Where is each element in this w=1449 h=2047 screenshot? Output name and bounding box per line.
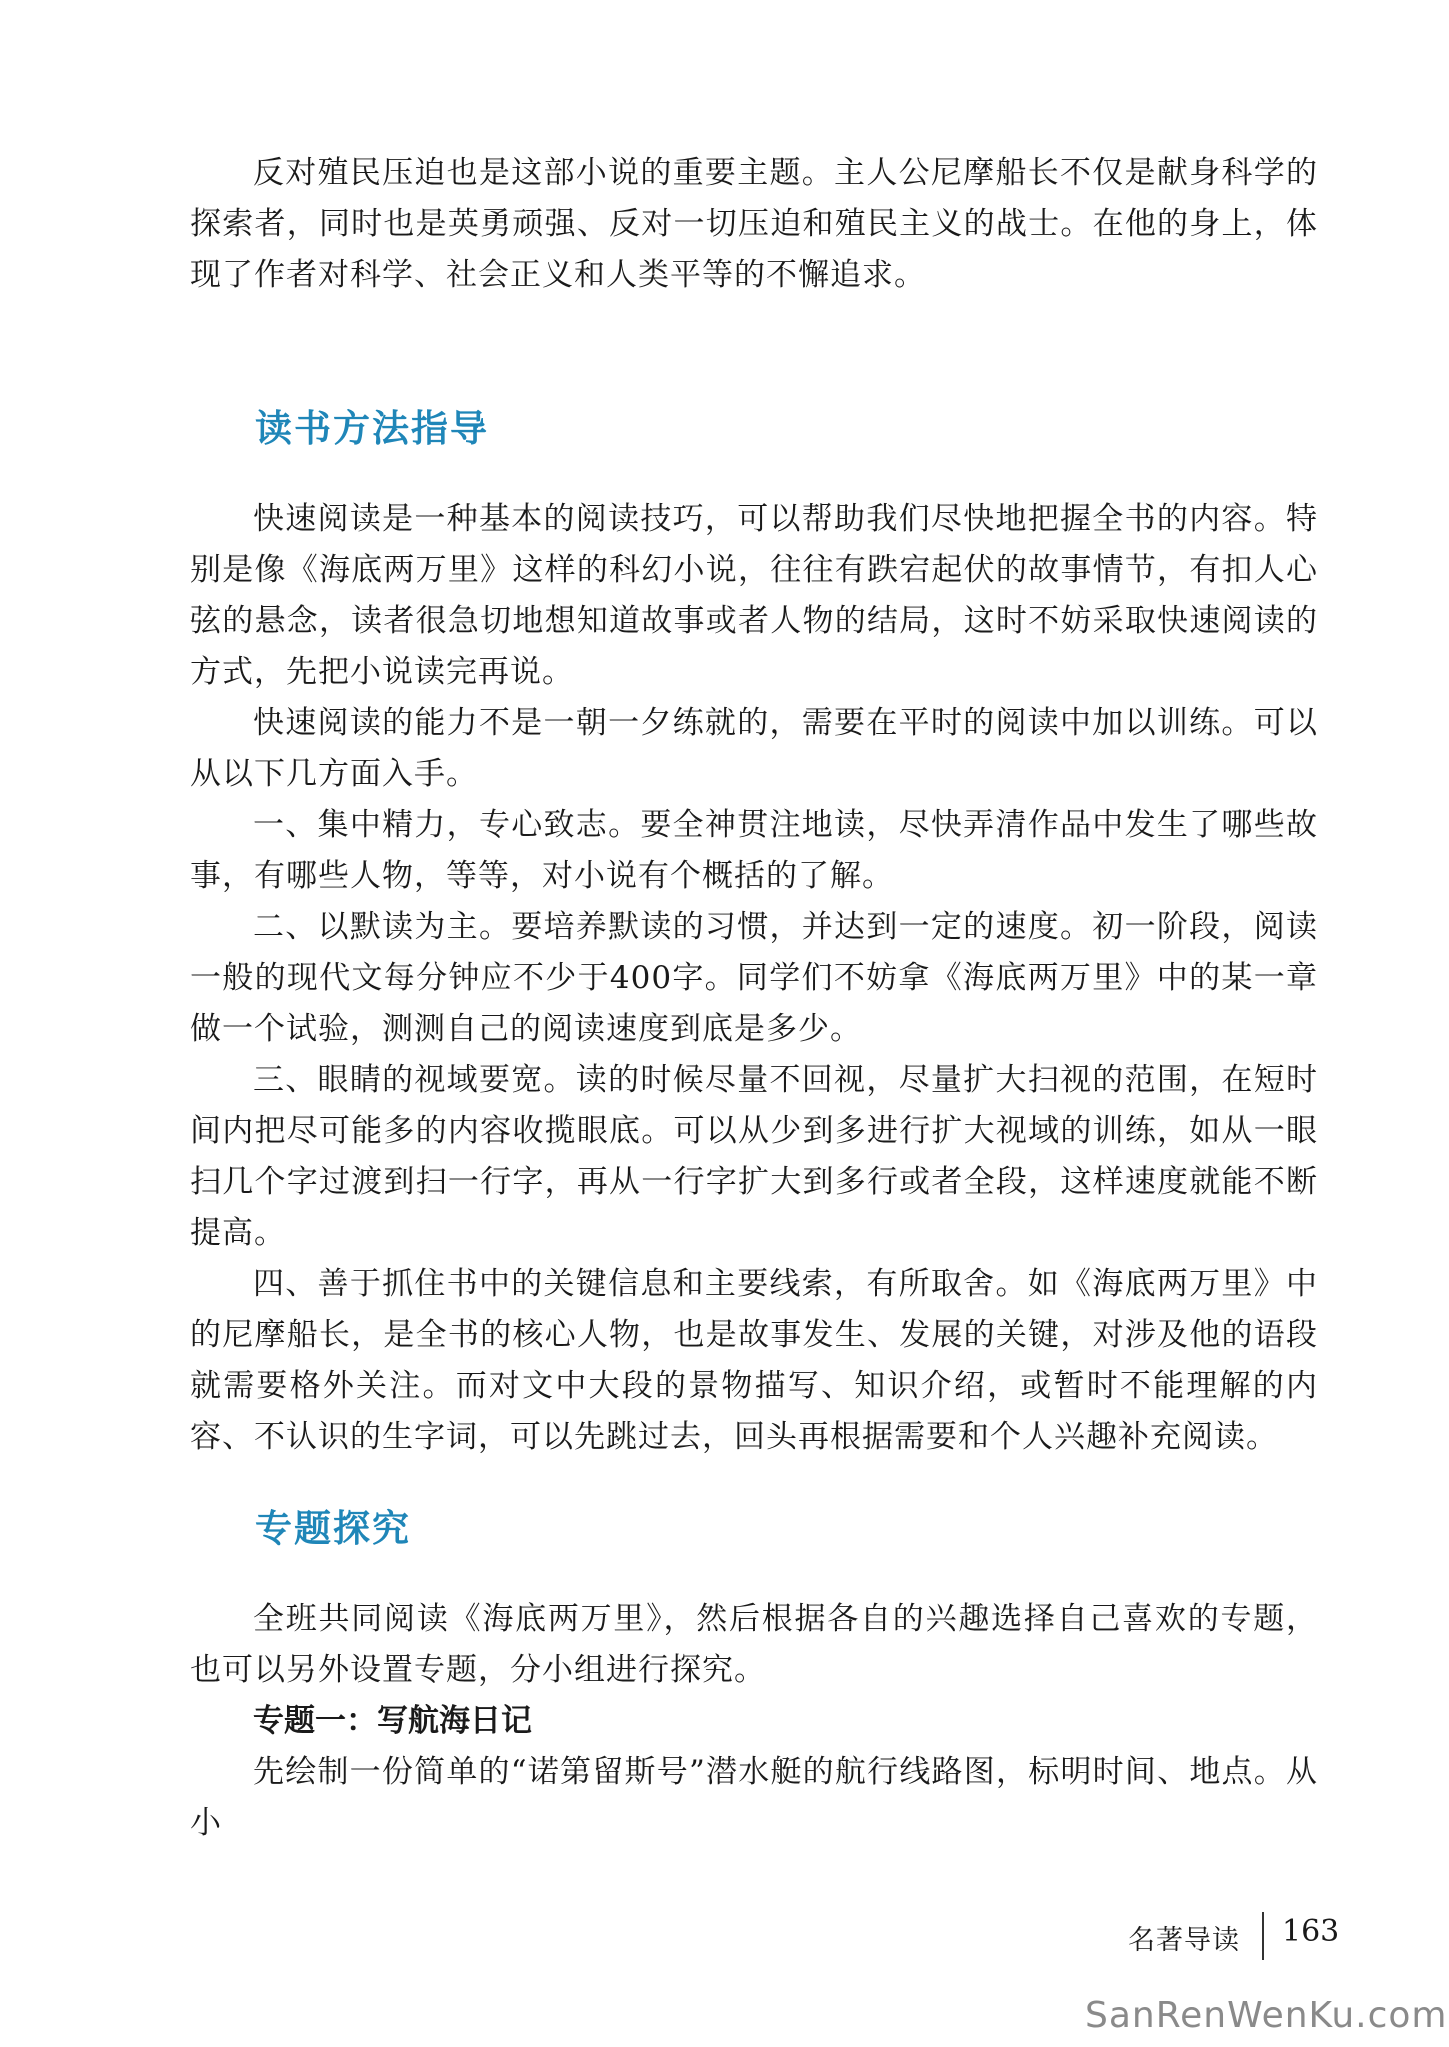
reading-guide-paragraph: 一、集中精力，专心致志。要全神贯注地读，尽快弄清作品中发生了哪些故事，有哪些人物，等等，对小说有个概括的了解。 bbox=[190, 807, 1318, 894]
reading-guide-paragraph: 三、眼睛的视域要宽。读的时候尽量不回视，尽量扩大扫视的范围，在短时间内把尽可能多的内容收揽眼底。可以从少到多进行扩大视域的训练，如从一眼扫几个字过渡到扫一行字，再从一行字扩大到多行或者全段，这样速度就能不断提高。 bbox=[190, 1062, 1318, 1251]
intro-paragraph: 反对殖民压迫也是这部小说的重要主题。主人公尼摩船长不仅是献身科学的探索者，同时也是英勇顽强、反对一切压迫和殖民主义的战士。在他的身上，体现了作者对科学、社会正义和人类平等的不懈追求。 bbox=[190, 155, 1318, 293]
topic-one-subheading: 专题一：写航海日记 bbox=[253, 1703, 532, 1739]
footer-divider bbox=[1262, 1912, 1264, 1960]
topic-study-body bbox=[190, 1594, 1318, 1849]
footer-book-label: 名著导读 bbox=[1128, 1925, 1240, 1956]
topic-study-paragraph: 全班共同阅读《海底两万里》，然后根据各自的兴趣选择自己喜欢的专题，也可以另外设置专题，分小组进行探究。 bbox=[190, 1601, 1318, 1688]
reading-guide-body bbox=[190, 494, 1318, 1463]
page-number: 163 bbox=[1282, 1914, 1340, 1949]
reading-guide-paragraph: 二、以默读为主。要培养默读的习惯，并达到一定的速度。初一阶段，阅读一般的现代文每分钟应不少于400字。同学们不妨拿《海底两万里》中的某一章做一个试验，测测自己的阅读速度到底是多少。 bbox=[190, 909, 1318, 1047]
topic-one-paragraph: 先绘制一份简单的“诺第留斯号”潜水艇的航行线路图，标明时间、地点。从小 bbox=[190, 1754, 1318, 1841]
reading-guide-paragraph: 快速阅读的能力不是一朝一夕练就的，需要在平时的阅读中加以训练。可以从以下几方面入手。 bbox=[190, 705, 1318, 792]
heading-reading-guide: 读书方法指导 bbox=[255, 406, 489, 450]
heading-topic-study: 专题探究 bbox=[255, 1506, 411, 1550]
reading-guide-paragraph: 快速阅读是一种基本的阅读技巧，可以帮助我们尽快地把握全书的内容。特别是像《海底两万里》这样的科幻小说，往往有跌宕起伏的故事情节，有扣人心弦的悬念，读者很急切地想知道故事或者人物的结局，这时不妨采取快速阅读的方式，先把小说读完再说。 bbox=[190, 501, 1318, 690]
intro-section bbox=[190, 148, 1318, 301]
watermark: SanRenWenKu.com bbox=[1085, 1995, 1448, 2036]
reading-guide-paragraph: 四、善于抓住书中的关键信息和主要线索，有所取舍。如《海底两万里》中的尼摩船长，是全书的核心人物，也是故事发生、发展的关键，对涉及他的语段就需要格外关注。而对文中大段的景物描写、知识介绍，或暂时不能理解的内容、不认识的生字词，可以先跳过去，回头再根据需要和个人兴趣补充阅读。 bbox=[190, 1266, 1318, 1455]
